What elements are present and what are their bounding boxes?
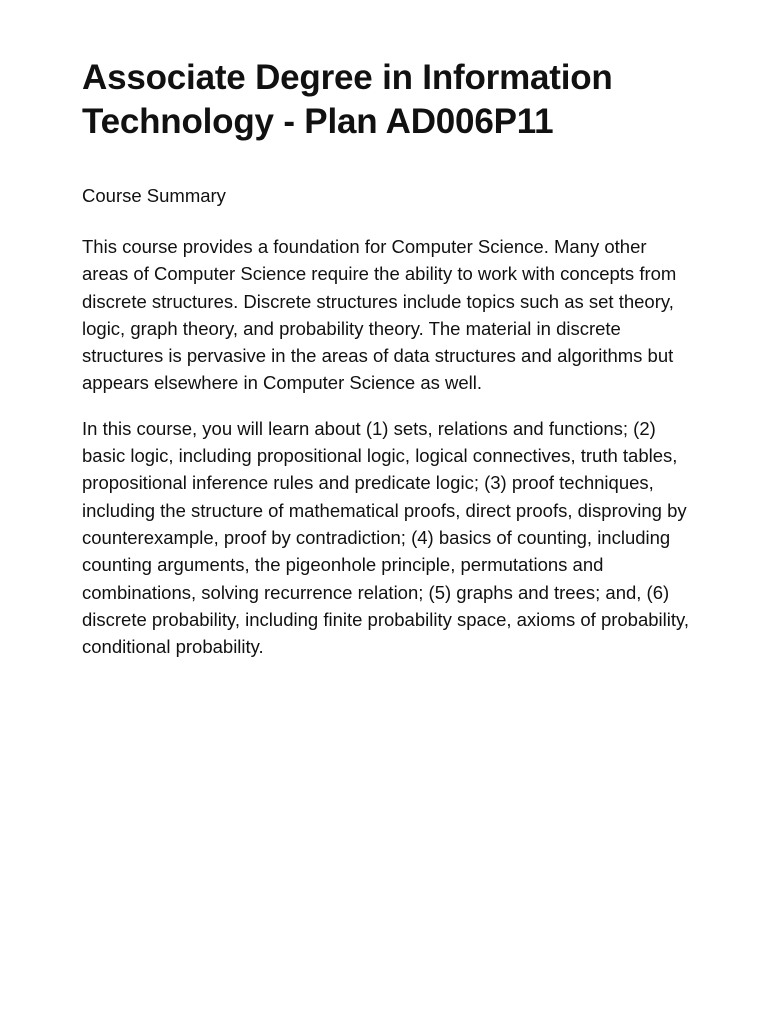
course-topics-paragraph: In this course, you will learn about (1) sets, relations and functions; (2) basic logic, including propositional logic, logical connectives, truth tables, propositional inference rules and predicate logic; (3) proof techniques, including the structure of mathematical proofs, direct proofs, disproving by counterexample, proof by contradiction; (4) basics of counting, including counting arguments, the pigeonhole principle, permutations and combinations, solving recurrence relation; (5) graphs and trees; and, (6) discrete probability, including finite probability space, axioms of probability, conditional probability. [82, 417, 690, 658]
page-title: Associate Degree in Information Technology - Plan AD006P11 [82, 58, 613, 141]
document-page [82, 56, 692, 660]
section-label-course-summary: Course Summary [82, 185, 226, 206]
course-description-paragraph: This course provides a foundation for Computer Science. Many other areas of Computer Science require the ability to work with concepts from discrete structures. Discrete structures include topics such as set theory, logic, graph theory, and probability theory. The material in discrete structures is pervasive in the areas of data structures and algorithms but appears elsewhere in Computer Science as well. [82, 236, 677, 394]
